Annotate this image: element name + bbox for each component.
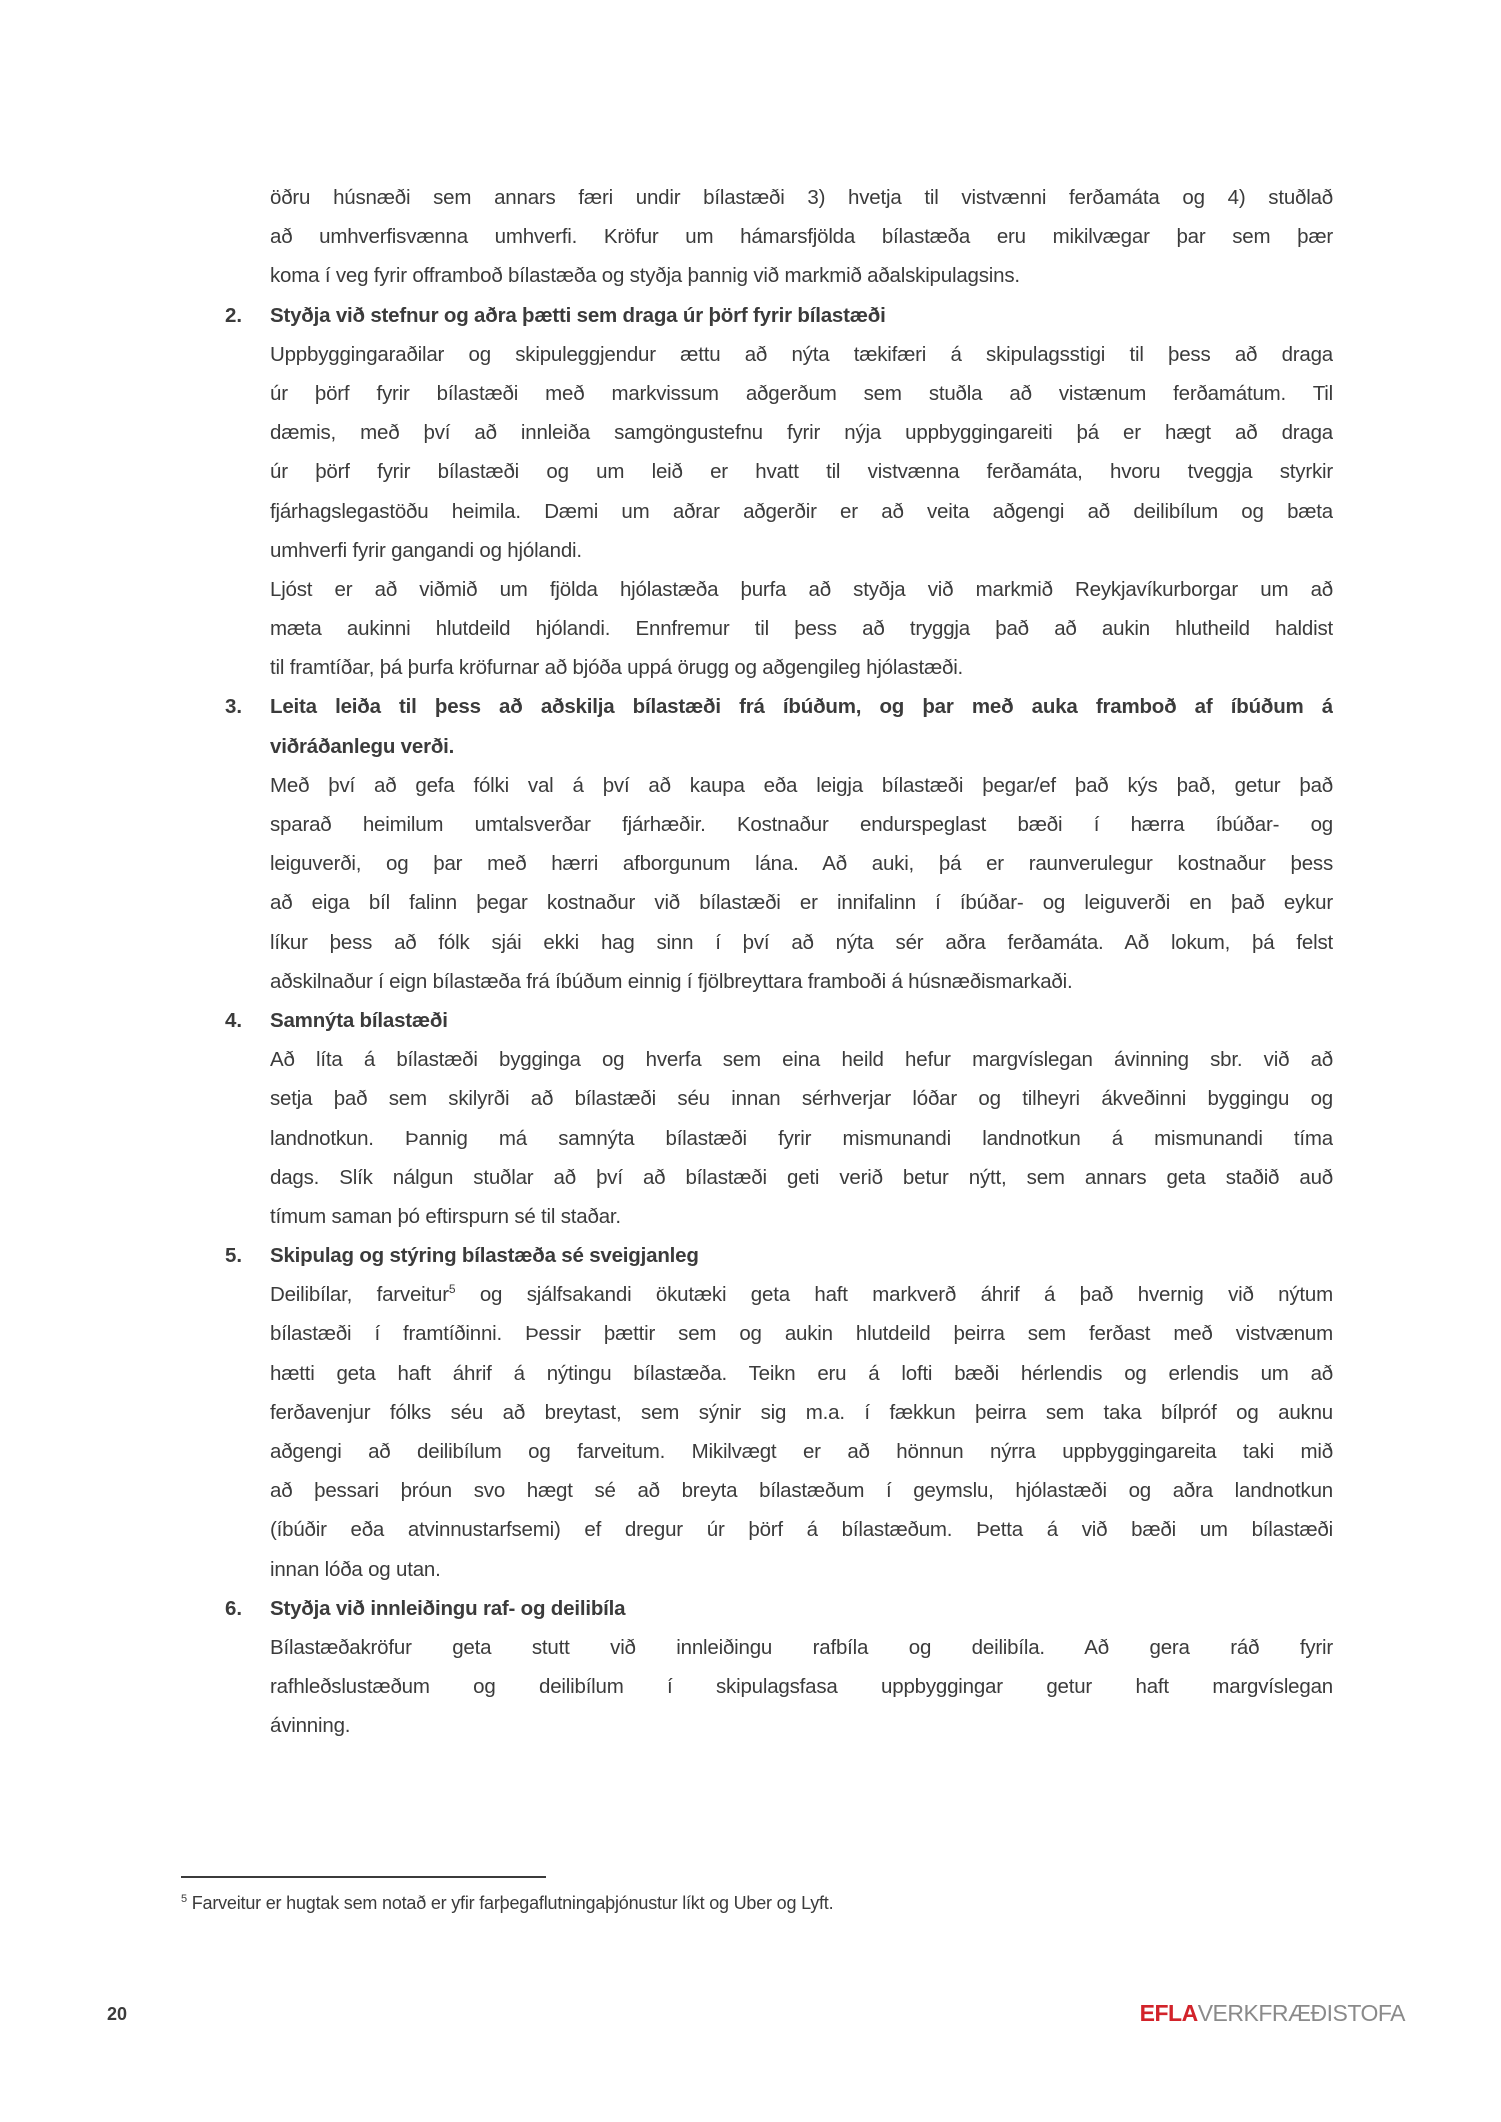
logo-subtitle: VERKFRÆÐISTOFA <box>1197 2000 1405 2026</box>
text-line: dæmis, með því að innleiða samgöngustefnu fyrir nýja uppbyggingareiti þá er hægt að draga <box>270 421 1333 445</box>
footnote-text: Farveitur er hugtak sem notað er yfir farþegaflutningaþjónustur líkt og Uber og Lyft. <box>191 1893 834 1913</box>
text-line: leiguverði, og þar með hærri afborgunum lána. Að auki, þá er raunverulegur kostnaður þess <box>270 852 1333 876</box>
text-line: Uppbyggingaraðilar og skipuleggjendur ættu að nýta tækifæri á skipulagsstigi til þess að draga <box>270 342 1333 366</box>
text-line: Deilibílar, farveitur$^5$ og sjálfsakandi ökutæki geta haft markverð áhrif á það hvernig við nýtum <box>270 1282 1333 1307</box>
footnote-divider <box>181 1876 546 1878</box>
text-line: Að líta á bílastæði bygginga og hverfa sem eina heild hefur margvíslegan ávinning sbr. við að <box>270 1048 1333 1072</box>
list-number: 3. <box>225 695 243 719</box>
text-line: líkur þess að fólk sjái ekki hag sinn í því að nýta sér aðra ferðamáta. Að lokum, þá felst <box>270 930 1333 954</box>
text-line: koma í veg fyrir offramboð bílastæða og styðja þannig við markmið aðalskipulagsins. <box>270 264 1020 288</box>
list-item <box>225 1589 1333 1746</box>
text-line: aðskilnaður í eign bílastæða frá íbúðum einnig í fjölbreyttara framboði á húsnæðismarkaði. <box>270 969 1073 993</box>
footnote-mark: 5 <box>181 1893 187 1905</box>
list-number: 2. <box>225 303 243 327</box>
text-line: til framtíðar, þá þurfa kröfurnar að bjóða uppá örugg og aðgengileg hjólastæði. <box>270 656 964 680</box>
text-line: sparað heimilum umtalsverðar fjárhæðir. Kostnaður endurspeglast bæði í hærra íbúðar- og <box>270 813 1333 836</box>
item-heading: viðráðanlegu verði. <box>270 734 455 758</box>
intro-paragraph <box>225 178 1333 296</box>
footnote <box>181 1893 833 1914</box>
text-line: aðgengi að deilibílum og farveitum. Mikilvægt er að hönnun nýrra uppbyggingareita taki mið <box>270 1440 1333 1463</box>
text-line: Ljóst er að viðmið um fjölda hjólastæða þurfa að styðja við markmið Reykjavíkurborgar um að <box>270 577 1333 601</box>
efla-logo <box>1140 2000 1405 2027</box>
item-heading: Samnýta bílastæði <box>270 1008 448 1032</box>
list-number: 5. <box>225 1244 243 1268</box>
item-heading: Skipulag og stýring bílastæða sé sveigjanleg <box>270 1244 699 1268</box>
text-line: innan lóða og utan. <box>270 1557 441 1581</box>
text-line: bílastæði í framtíðinni. Þessir þættir sem og aukin hlutdeild þeirra sem ferðast með vistvænum <box>270 1322 1333 1346</box>
item-heading: Styðja við innleiðingu raf- og deilibíla <box>270 1596 626 1620</box>
text-line: hætti geta haft áhrif á nýtingu bílastæða. Teikn eru á lofti bæði hérlendis og erlendis um að <box>270 1361 1333 1385</box>
text-line: Bílastæðakröfur geta stutt við innleiðingu rafbíla og deilibíla. Að gera ráð fyrir <box>270 1635 1333 1659</box>
text-line: öðru húsnæði sem annars færi undir bílastæði 3) hvetja til vistvænni ferðamáta og 4) stuðlað <box>270 186 1333 209</box>
text-line: fjárhagslegastöðu heimila. Dæmi um aðrar aðgerðir er að veita aðgengi að deilibílum og bæta <box>270 499 1333 523</box>
text-line: Með því að gefa fólki val á því að kaupa eða leigja bílastæði þegar/ef það kýs það, getur það <box>270 773 1333 797</box>
list-item <box>225 1236 1333 1589</box>
text-line: dags. Slík nálgun stuðlar að því að bílastæði geti verið betur nýtt, sem annars geta staðið auð <box>270 1165 1333 1189</box>
logo-brand: EFLA <box>1139 2000 1198 2026</box>
text-line: úr þörf fyrir bílastæði með markvissum aðgerðum sem stuðla að vistænum ferðamátum. Til <box>270 381 1333 405</box>
text-line: ferðavenjur fólks séu að breytast, sem sýnir sig m.a. í fækkun þeirra sem taka bílpróf og auknu <box>270 1400 1333 1424</box>
text-line: að þessari þróun svo hægt sé að breyta bílastæðum í geymslu, hjólastæði og aðra landnotkun <box>270 1479 1333 1503</box>
text-line: að eiga bíl falinn þegar kostnaður við bílastæði er innifalinn í íbúðar- og leiguverði en það eykur <box>270 891 1333 915</box>
list-number: 4. <box>225 1008 243 1032</box>
text-line: ávinning. <box>270 1714 351 1738</box>
text-line: úr þörf fyrir bílastæði og um leið er hvatt til vistvænna ferðamáta, hvoru tveggja styrkir <box>270 460 1333 484</box>
list-item <box>225 687 1333 1001</box>
text-line: mæta aukinni hlutdeild hjólandi. Ennfremur til þess að tryggja það að aukin hlutheild haldist <box>270 617 1333 641</box>
text-line: landnotkun. Þannig má samnýta bílastæði fyrir mismunandi landnotkun á mismunandi tíma <box>270 1126 1333 1150</box>
item-heading: Styðja við stefnur og aðra þætti sem draga úr þörf fyrir bílastæði <box>270 303 886 327</box>
item-heading: Leita leiða til þess að aðskilja bílastæði frá íbúðum, og þar með auka framboð af íbúðum á <box>270 695 1333 719</box>
text-line: (íbúðir eða atvinnustarfsemi) ef dregur úr þörf á bílastæðum. Þetta á við bæði um bílastæði <box>270 1518 1333 1542</box>
footnote-reference: 5 <box>448 1282 456 1297</box>
list-item <box>225 296 1333 688</box>
text-line: rafhleðslustæðum og deilibílum í skipulagsfasa uppbyggingar getur haft margvíslegan <box>270 1675 1333 1699</box>
text-line: setja það sem skilyrði að bílastæði séu innan sérhverjar lóðar og tilheyri ákveðinni byggingu og <box>270 1087 1333 1111</box>
list-item <box>225 1001 1333 1236</box>
page-number: 20 <box>107 2004 128 2024</box>
text-line: umhverfi fyrir gangandi og hjólandi. <box>270 538 582 562</box>
text-line: að umhverfisvænna umhverfi. Kröfur um hámarsfjölda bílastæða eru mikilvægar þar sem þær <box>270 225 1333 249</box>
numbered-list <box>225 296 1333 1746</box>
list-number: 6. <box>225 1596 243 1620</box>
document-body <box>225 178 1333 1746</box>
text-line: tímum saman þó eftirspurn sé til staðar. <box>270 1204 621 1228</box>
